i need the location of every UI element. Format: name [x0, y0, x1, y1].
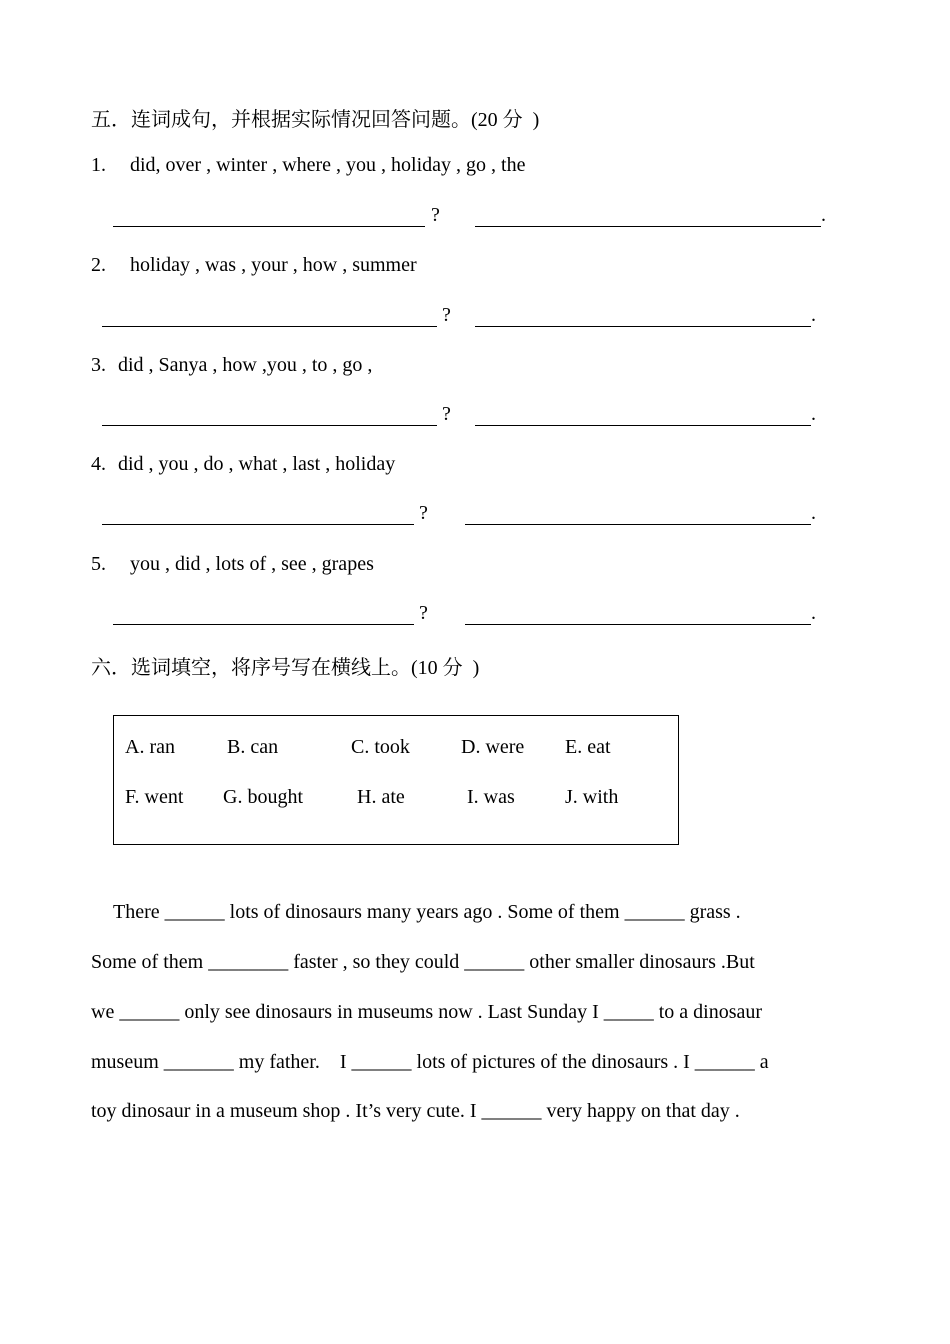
item-1-question-mark: ? — [431, 204, 440, 226]
item-1-answer-blank[interactable] — [475, 226, 821, 227]
item-5-question-mark: ? — [419, 602, 428, 624]
passage-line-3: we ______ only see dinosaurs in museums now . Last Sunday I _____ to a dinosaur — [91, 1001, 763, 1023]
word-option: C. took — [351, 736, 410, 758]
item-2-question-mark: ? — [442, 304, 451, 326]
item-4-question-blank[interactable] — [102, 524, 414, 525]
item-3-number: 3. — [91, 354, 106, 376]
item-2-period: . — [811, 304, 816, 326]
passage-line-4: museum _______ my father. I ______ lots of pictures of the dinosaurs . I ______ a — [91, 1051, 769, 1073]
item-3-question-blank[interactable] — [102, 425, 437, 426]
item-3-answer-blank[interactable] — [475, 425, 811, 426]
word-option: A. ran — [125, 736, 175, 758]
item-1-question-blank[interactable] — [113, 226, 425, 227]
item-3-question-mark: ? — [442, 403, 451, 425]
word-option: H. ate — [357, 786, 405, 808]
word-option: I. was — [467, 786, 515, 808]
section-6-heading — [91, 651, 479, 680]
item-4-period: . — [811, 502, 816, 524]
section-5-score: (20 分 ) — [471, 109, 540, 131]
item-5-words: you , did , lots of , see , grapes — [130, 553, 374, 575]
word-option: J. with — [565, 786, 619, 808]
item-5-question-blank[interactable] — [113, 624, 414, 625]
word-option: B. can — [227, 736, 279, 758]
word-bank-box — [113, 715, 679, 845]
item-1-words: did, over , winter , where , you , holiday , go , the — [130, 154, 526, 176]
passage-line-5: toy dinosaur in a museum shop . It’s very cute. I ______ very happy on that day . — [91, 1100, 740, 1122]
item-3-words: did , Sanya , how ,you , to , go , — [118, 354, 373, 376]
section-5-title: 五．连词成句，并根据实际情况回答问题。 — [91, 107, 471, 131]
item-2-number: 2. — [91, 254, 106, 276]
item-4-question-mark: ? — [419, 502, 428, 524]
section-5-heading — [91, 103, 539, 132]
item-2-answer-blank[interactable] — [475, 326, 811, 327]
item-1-number: 1. — [91, 154, 106, 176]
item-5-answer-blank[interactable] — [465, 624, 811, 625]
item-5-period: . — [811, 602, 816, 624]
item-3-period: . — [811, 403, 816, 425]
item-4-number: 4. — [91, 453, 106, 475]
word-option: G. bought — [223, 786, 303, 808]
item-5-number: 5. — [91, 553, 106, 575]
item-2-words: holiday , was , your , how , summer — [130, 254, 417, 276]
passage-line-2: Some of them ________ faster , so they could ______ other smaller dinosaurs .But — [91, 951, 755, 973]
word-option: E. eat — [565, 736, 611, 758]
item-4-answer-blank[interactable] — [465, 524, 811, 525]
item-4-words: did , you , do , what , last , holiday — [118, 453, 396, 475]
section-6-score: (10 分 ) — [411, 657, 480, 679]
item-1-period: . — [821, 204, 826, 226]
word-option: F. went — [125, 786, 184, 808]
section-6-title: 六．选词填空，将序号写在横线上。 — [91, 655, 411, 679]
item-2-question-blank[interactable] — [102, 326, 437, 327]
passage-line-1: There ______ lots of dinosaurs many years ago . Some of them ______ grass . — [113, 901, 741, 923]
word-option: D. were — [461, 736, 525, 758]
